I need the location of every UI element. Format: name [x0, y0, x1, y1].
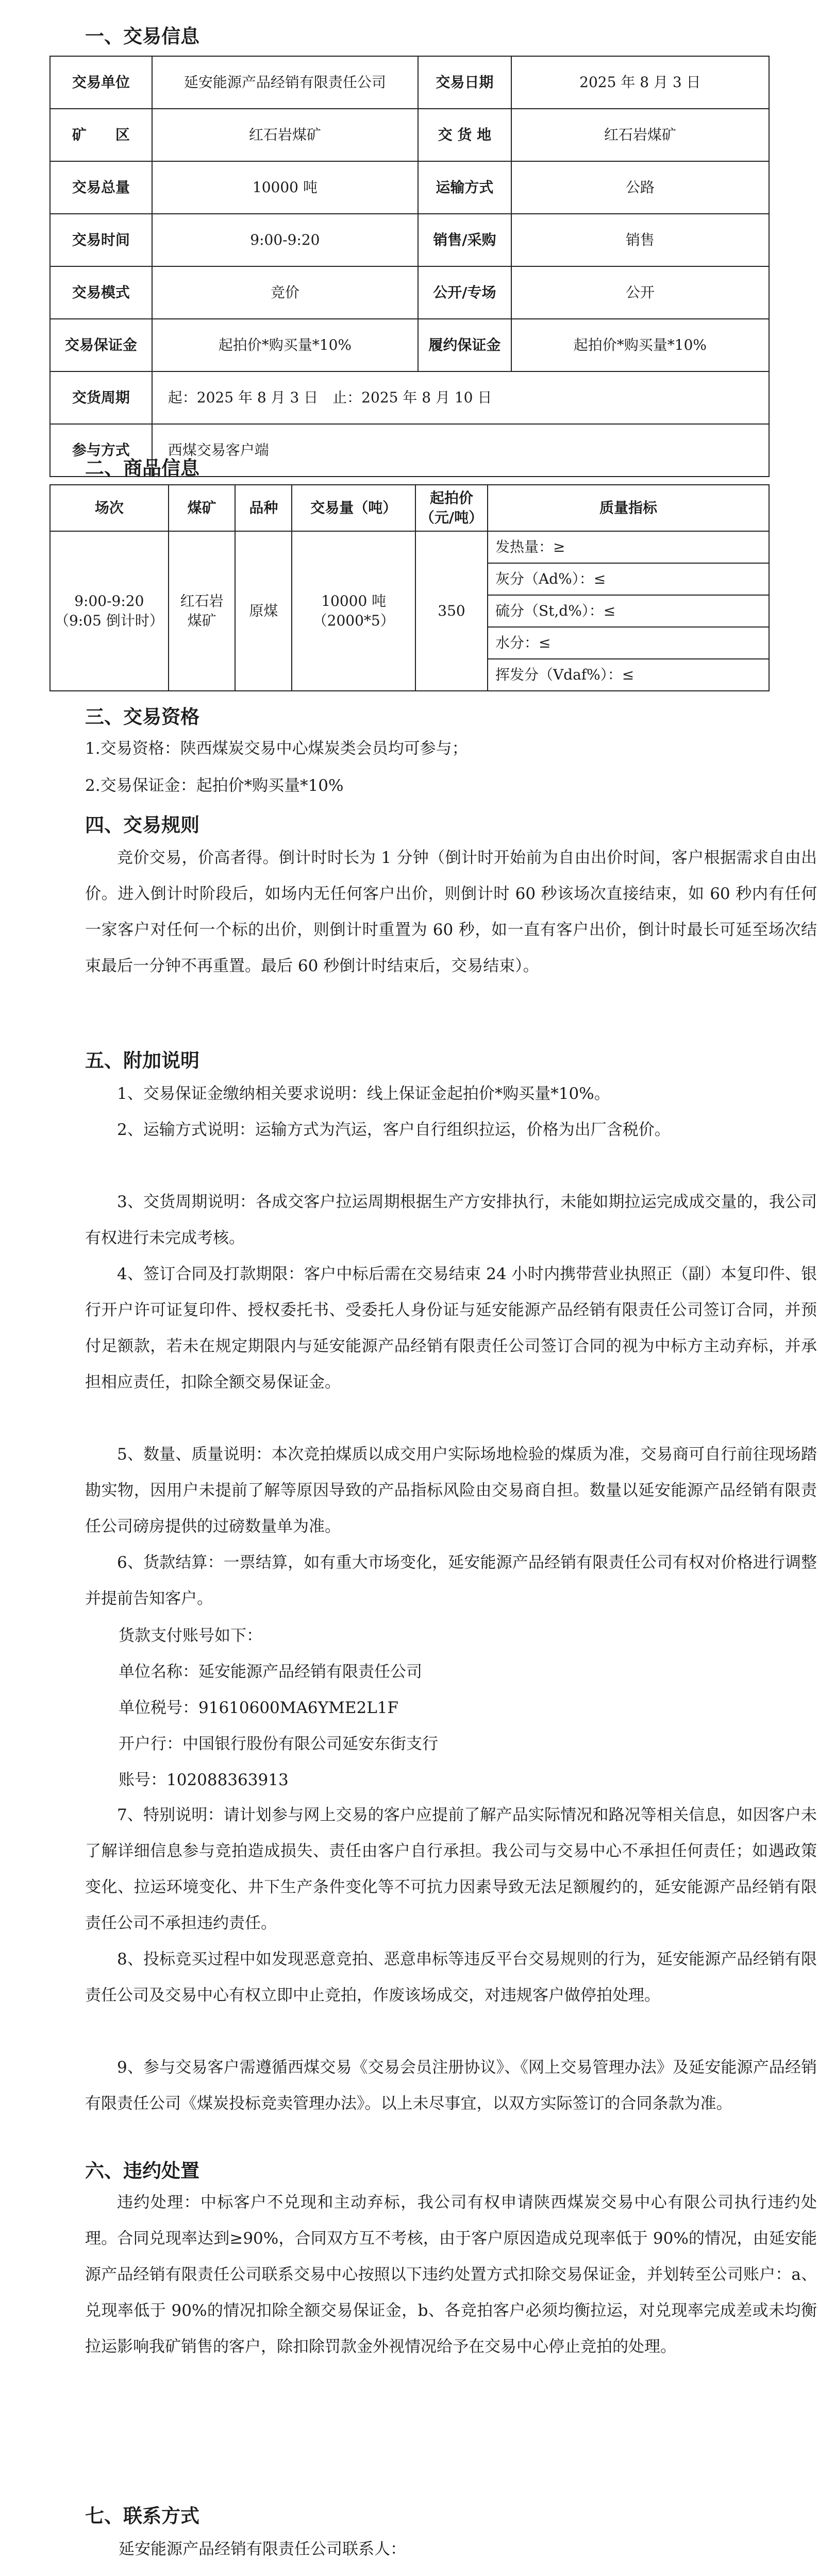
- quality-sulfur: 硫分（St,d%）：≤: [488, 595, 769, 627]
- header-variety: 品种: [235, 485, 292, 531]
- goods-header-row: [50, 485, 769, 531]
- value-trade-deposit: 起拍价*购买量*10%: [152, 319, 418, 371]
- section-title-additional: 五、附加说明: [85, 1049, 199, 1072]
- qualification-line-1: 1.交易资格：陕西煤炭交易中心煤炭类会员均可参与；: [85, 739, 468, 758]
- additional-item-8: 8、投标竞买过程中如发现恶意竞拍、恶意串标等违反平台交易规则的行为，延安能源产品经销有限责任公司及交易中心有权立即中止竞拍，作废该场成交，对违规客户做停拍处理。: [85, 1950, 817, 2005]
- section-title-trade-rules: 四、交易规则: [85, 814, 199, 836]
- session-cell: [50, 531, 169, 691]
- section-title-breach: 六、违约处置: [85, 2160, 199, 2182]
- session-countdown: （9:05 倒计时）: [54, 612, 164, 629]
- account-unit-name: 单位名称：延安能源产品经销有限责任公司: [119, 1663, 422, 1681]
- value-trade-date: 2025 年 8 月 3 日: [511, 56, 769, 109]
- label-delivery-period: 交货周期: [50, 371, 152, 424]
- account-bank: 开户行：中国银行股份有限公司延安东街支行: [119, 1735, 438, 1753]
- qualification-line-2: 2.交易保证金：起拍价*购买量*10%: [85, 776, 344, 795]
- label-trade-deposit: 交易保证金: [50, 319, 152, 371]
- value-trade-mode: 竞价: [152, 266, 418, 319]
- contact-company-label: 延安能源产品经销有限责任公司联系人：: [119, 2540, 406, 2558]
- trade-info-row: [50, 371, 769, 424]
- volume-cell: [292, 531, 415, 691]
- goods-info-table: [49, 484, 770, 691]
- additional-item-7: 7、特别说明：请计划参与网上交易的客户应提前了解产品实际情况和路况等相关信息，如因客户未了解详细信息参与竞拍造成损失、责任由客户自行承担。我公司与交易中心不承担任何责任；如遇政策变化、拉运环境变化、井下生产条件变化等不可抗力因素导致无法足额履约的，延安能源产品经销有限责任公司不承担违约责任。: [85, 1806, 817, 1933]
- account-title: 货款支付账号如下：: [119, 1626, 262, 1645]
- label-trade-date: 交易日期: [418, 56, 511, 109]
- additional-item-4: 4、签订合同及打款期限：客户中标后需在交易结束 24 小时内携带营业执照正（副）本复印件、银行开户许可证复印件、授权委托书、受委托人身份证与延安能源产品经销有限责任公司签订合同，并预付足额款，若未在规定期限内与延安能源产品经销有限责任公司签订合同的视为中标方主动弃标，并承担相应责任，扣除全额交易保证金。: [85, 1265, 817, 1392]
- quality-calorific: 发热量：≥: [488, 531, 769, 563]
- price-cell: 350: [415, 531, 488, 691]
- label-sale-purchase: 销售/采购: [418, 214, 511, 266]
- breach-paragraph: 违约处理：中标客户不兑现和主动弃标，我公司有权申请陕西煤炭交易中心有限公司执行违约处理。合同兑现率达到≥90%，合同双方互不考核，由于客户原因造成兑现率低于 90%的情况，由延安能源产品经销有限责任公司联系交易中心按照以下违约处置方式扣除交易保证金，并划转至公司账户：a、兑现率低于 90%的情况扣除全额交易保证金，b、各竞拍客户必须均衡拉运，对兑现率完成差或未均衡拉运影响我矿销售的客户，除扣除罚款金外视情况给予在交易中心停止竞拍的处理。: [85, 2193, 817, 2356]
- additional-item-6: 6、货款结算：一票结算，如有重大市场变化，延安能源产品经销有限责任公司有权对价格进行调整并提前告知客户。: [85, 1553, 817, 1608]
- variety-cell: 原煤: [235, 531, 292, 691]
- label-delivery-place: 交 货 地: [418, 109, 511, 161]
- trade-info-row: [50, 161, 769, 214]
- value-performance-deposit: 起拍价*购买量*10%: [511, 319, 769, 371]
- header-start-price: 起拍价（元/吨）: [415, 485, 488, 531]
- mine-cell: 红石岩煤矿: [169, 531, 236, 691]
- trade-info-row: [50, 214, 769, 266]
- trade-info-row: [50, 319, 769, 371]
- additional-item-2: 2、运输方式说明：运输方式为汽运，客户自行组织拉运，价格为出厂含税价。: [117, 1121, 671, 1139]
- quality-ash: 灰分（Ad%）：≤: [488, 563, 769, 595]
- section-title-trade-info: 一、交易信息: [85, 25, 199, 47]
- volume-split: （2000*5）: [312, 612, 395, 629]
- trade-info-row: [50, 109, 769, 161]
- additional-item-9: 9、参与交易客户需遵循西煤交易《交易会员注册协议》、《网上交易管理办法》及延安能源产品经销有限责任公司《煤炭投标竞卖管理办法》。以上未尽事宜，以双方实际签订的合同条款为准。: [85, 2058, 817, 2113]
- label-mine-area: 矿 区: [50, 109, 152, 161]
- additional-item-1: 1、交易保证金缴纳相关要求说明：线上保证金起拍价*购买量*10%。: [117, 1084, 610, 1103]
- label-public-private: 公开/专场: [418, 266, 511, 319]
- session-time: 9:00-9:20: [74, 592, 144, 610]
- trade-info-row: [50, 56, 769, 109]
- quality-moisture: 水分：≤: [488, 627, 769, 659]
- value-transport: 公路: [511, 161, 769, 214]
- trade-info-table: [49, 56, 770, 477]
- additional-item-3: 3、交货周期说明：各成交客户拉运周期根据生产方安排执行，未能如期拉运完成成交量的，我公司有权进行未完成考核。: [85, 1193, 817, 1247]
- header-volume: 交易量（吨）: [292, 485, 415, 531]
- value-trade-time: 9:00-9:20: [152, 214, 418, 266]
- section-title-goods-info: 二、商品信息: [85, 457, 199, 479]
- account-tax-number: 单位税号：91610600MA6YME2L1F: [119, 1699, 399, 1717]
- trade-info-row: [50, 266, 769, 319]
- label-participation: 参与方式: [50, 424, 152, 477]
- value-delivery-period: 起：2025 年 8 月 3 日 止：2025 年 8 月 10 日: [152, 371, 769, 424]
- label-total-volume: 交易总量: [50, 161, 152, 214]
- label-trade-time: 交易时间: [50, 214, 152, 266]
- goods-data-row: [50, 531, 769, 563]
- header-quality: 质量指标: [488, 485, 769, 531]
- header-session: 场次: [50, 485, 169, 531]
- value-total-volume: 10000 吨: [152, 161, 418, 214]
- quality-volatile: 挥发分（Vdaf%）：≤: [488, 659, 769, 691]
- additional-item-5: 5、数量、质量说明：本次竞拍煤质以成交用户实际场地检验的煤质为准，交易商可自行前往现场踏勘实物，因用户未提前了解等原因导致的产品指标风险由交易商自担。数量以延安能源产品经销有限责任公司磅房提供的过磅数量单为准。: [85, 1445, 817, 1536]
- volume-total: 10000 吨: [321, 592, 387, 610]
- value-public-private: 公开: [511, 266, 769, 319]
- value-sale-purchase: 销售: [511, 214, 769, 266]
- label-performance-deposit: 履约保证金: [418, 319, 511, 371]
- value-mine-area: 红石岩煤矿: [152, 109, 418, 161]
- section-title-contact: 七、联系方式: [85, 2505, 199, 2527]
- label-transport: 运输方式: [418, 161, 511, 214]
- value-participation: 西煤交易客户端: [152, 424, 769, 477]
- trade-rules-paragraph: 竞价交易，价高者得。倒计时时长为 1 分钟（倒计时开始前为自由出价时间，客户根据需求自由出价。进入倒计时阶段后，如场内无任何客户出价，则倒计时 60 秒该场次直接结束，如 60 秒内有任何一家客户对任何一个标的出价，则倒计时重置为 60 秒，如一直有客户出价，倒计时最长可延至场次结束最后一分钟不再重置。最后 60 秒倒计时结束后，交易结束）。: [85, 849, 817, 975]
- value-trade-unit: 延安能源产品经销有限责任公司: [152, 56, 418, 109]
- section-title-qualification: 三、交易资格: [85, 706, 199, 728]
- label-trade-unit: 交易单位: [50, 56, 152, 109]
- value-delivery-place: 红石岩煤矿: [511, 109, 769, 161]
- account-number: 账号：102088363913: [119, 1771, 289, 1789]
- header-mine: 煤矿: [169, 485, 236, 531]
- label-trade-mode: 交易模式: [50, 266, 152, 319]
